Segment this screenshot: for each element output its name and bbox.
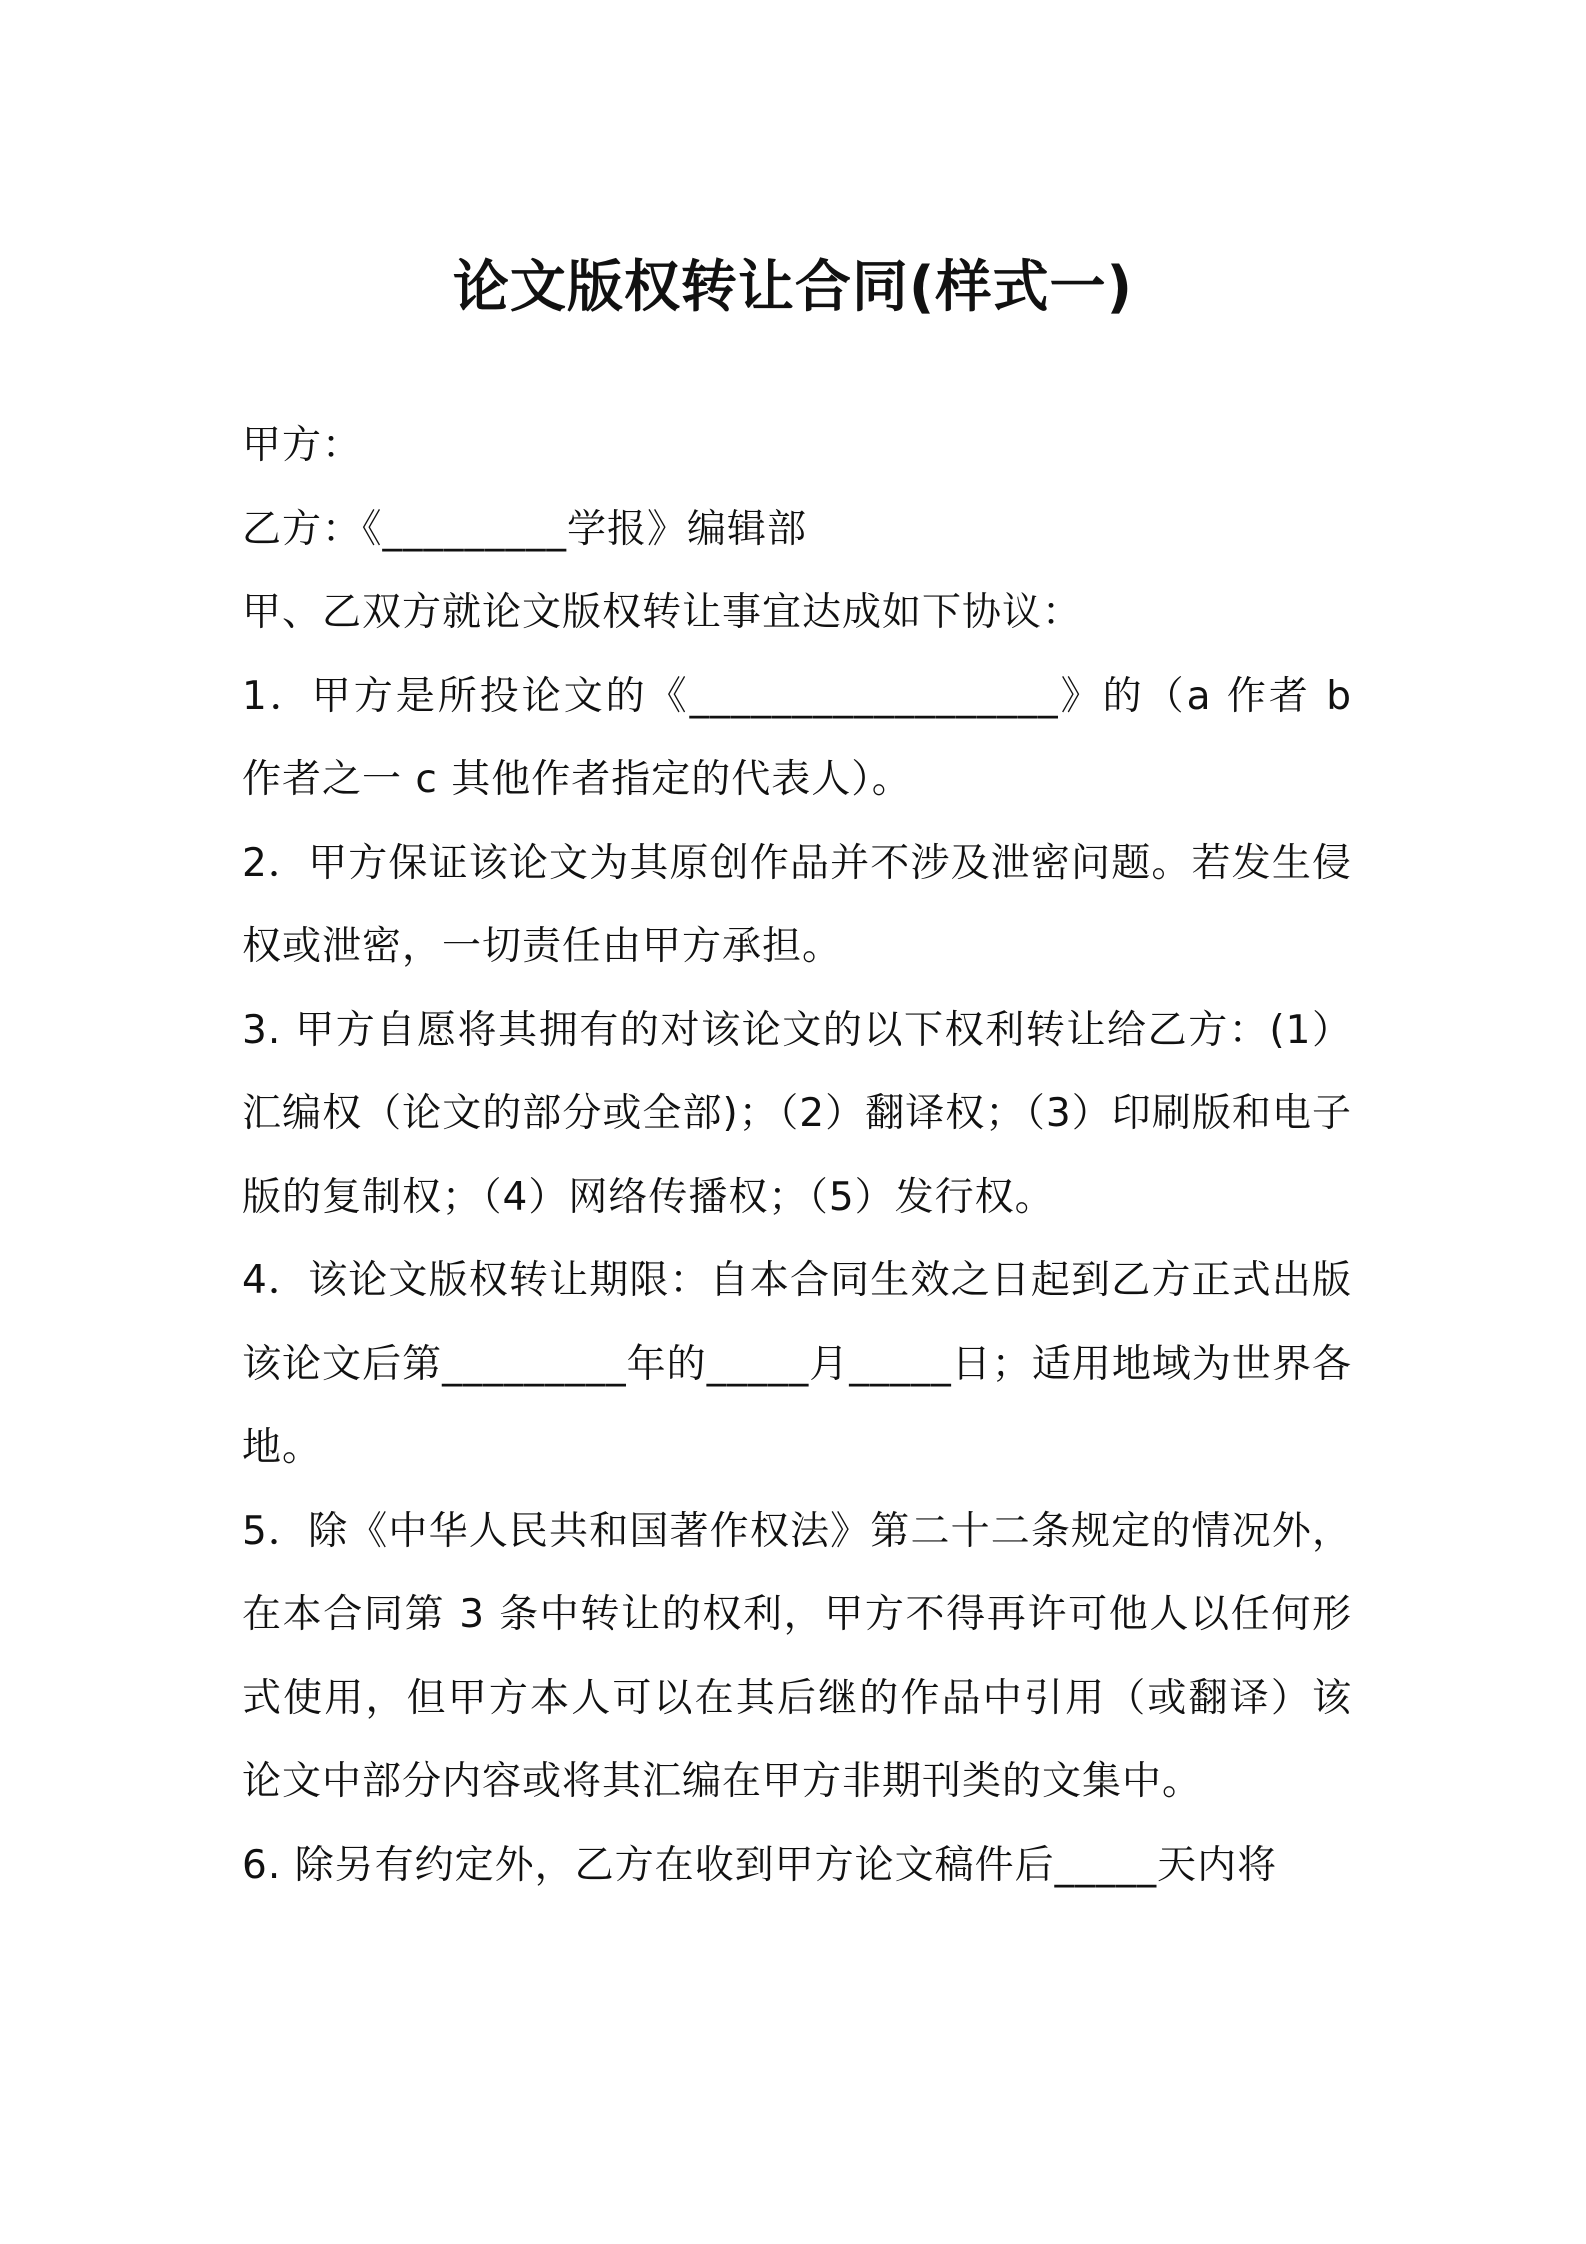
document-title: 论文版权转让合同(样式一) xyxy=(452,255,1134,320)
clause-6: 6. 除另有约定外，乙方在收到甲方论文稿件后_____天内将 xyxy=(242,1842,1278,1888)
clause-5: 5．除《中华人民共和国著作权法》第二十二条规定的情况外，在本合同第 3 条中转让的权利，甲方不得再许可他人以任何形式使用，但甲方本人可以在其后继的作品中引用（或翻译）该论文中部分内容或将其汇编在甲方非期刊类的文集中。 xyxy=(242,1508,1352,1804)
clause-3: 3. 甲方自愿将其拥有的对该论文的以下权利转让给乙方：(1）汇编权（论文的部分或全部)；（2）翻译权；（3）印刷版和电子版的复制权；（4）网络传播权；（5）发行权。 xyxy=(242,1007,1352,1220)
clause-1: 1．甲方是所投论文的《__________________》的（a 作者 b 作者之一 c 其他作者指定的代表人）。 xyxy=(242,673,1352,802)
document-body xyxy=(242,404,1352,1907)
clause-4: 4．该论文版权转让期限：自本合同生效之日起到乙方正式出版该论文后第_________年的_____月_____日；适用地域为世界各地。 xyxy=(242,1258,1352,1470)
party-a-line: 甲方： xyxy=(242,423,363,468)
party-b-line: 乙方：《_________学报》编辑部 xyxy=(242,506,808,552)
clause-2: 2．甲方保证该论文为其原创作品并不涉及泄密问题。若发生侵权或泄密，一切责任由甲方承担。 xyxy=(242,840,1352,969)
agreement-intro: 甲、乙双方就论文版权转让事宜达成如下协议： xyxy=(242,590,1083,635)
